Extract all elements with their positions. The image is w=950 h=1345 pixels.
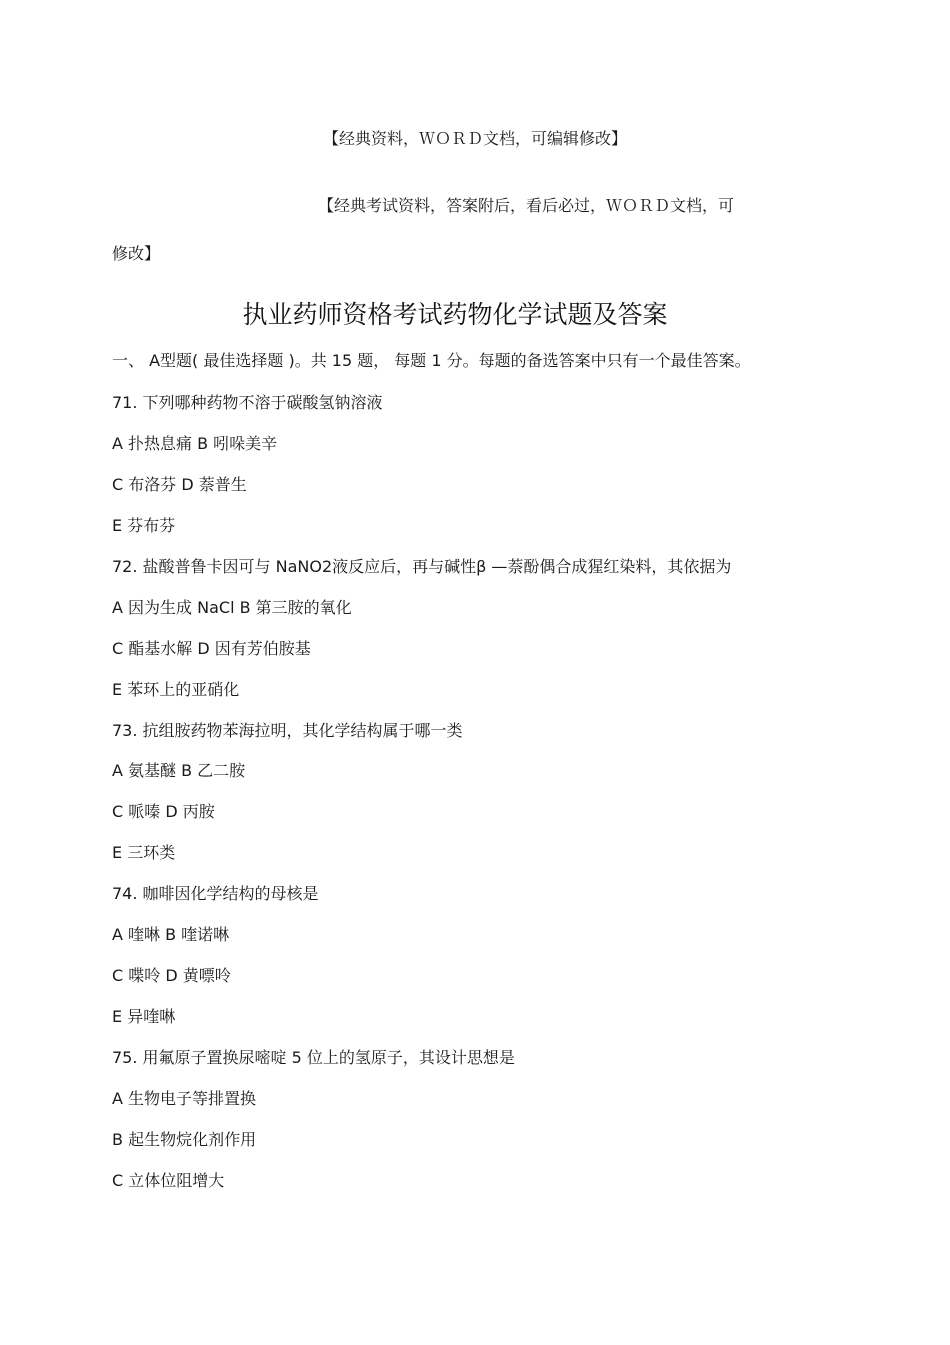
section-heading: 一、 A型题( 最佳选择题 )。共 15 题， 每题 1 分。每题的备选答案中只有一个最佳答案。 — [112, 351, 751, 370]
question-option: E 芬布芬 — [112, 516, 176, 535]
question-stem: 72. 盐酸普鲁卡因可与 NaNO2液反应后，再与碱性β —萘酚偶合成猩红染料，其依据为 — [112, 557, 732, 576]
document-title: 执业药师资格考试药物化学试题及答案 — [242, 300, 668, 329]
question-stem: 73. 抗组胺药物苯海拉明，其化学结构属于哪一类 — [112, 721, 463, 740]
question-stem: 71. 下列哪种药物不溶于碳酸氢钠溶液 — [112, 393, 383, 412]
header-note-2-continued: 修改】 — [112, 244, 161, 263]
question-option: C 酯基水解 D 因有芳伯胺基 — [112, 639, 311, 658]
question-stem: 74. 咖啡因化学结构的母核是 — [112, 884, 319, 903]
question-option: E 三环类 — [112, 843, 176, 862]
header-note-1: 【经典资料，ＷＯＲＤ文档，可编辑修改】 — [322, 129, 627, 148]
question-option: A 生物电子等排置换 — [112, 1089, 257, 1108]
question-option: C 布洛芬 D 萘普生 — [112, 475, 247, 494]
question-option: A 氨基醚 B 乙二胺 — [112, 761, 246, 780]
question-option: C 喋呤 D 黄嘌呤 — [112, 966, 231, 985]
question-option: A 扑热息痛 B 吲哚美辛 — [112, 434, 278, 453]
question-option: A 喹啉 B 喹诺啉 — [112, 925, 230, 944]
question-option: B 起生物烷化剂作用 — [112, 1130, 257, 1149]
header-note-2: 【经典考试资料，答案附后，看后必过，ＷＯＲＤ文档，可 — [318, 196, 735, 215]
question-option: C 哌嗪 D 丙胺 — [112, 802, 215, 821]
question-option: E 异喹啉 — [112, 1007, 176, 1026]
question-option: C 立体位阻增大 — [112, 1171, 225, 1190]
question-stem: 75. 用氟原子置换尿嘧啶 5 位上的氢原子，其设计思想是 — [112, 1048, 515, 1067]
question-option: E 苯环上的亚硝化 — [112, 680, 240, 699]
question-option: A 因为生成 NaCl B 第三胺的氧化 — [112, 598, 352, 617]
